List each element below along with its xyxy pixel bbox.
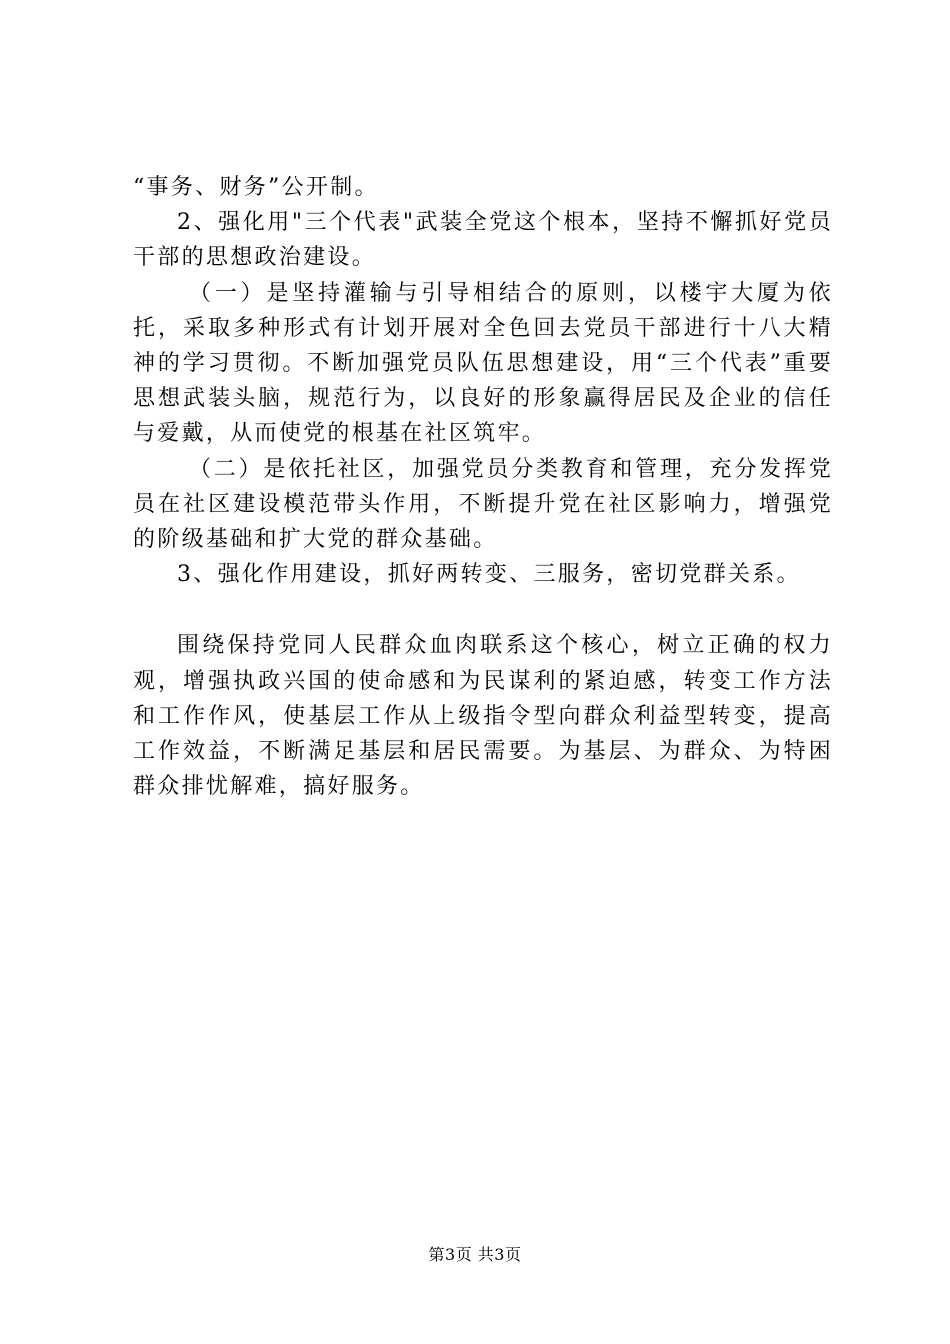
paragraph-section-3-body: 围绕保持党同人民群众血肉联系这个核心，树立正确的权力观，增强执政兴国的使命感和为民谋利的紧迫感，转变工作方法和工作作风，使基层工作从上级指令型向群众利益型转变，提高工作效益，不断满足基层和居民需要。为基层、为群众、为特困群众排忧解难，搞好服务。 bbox=[133, 633, 833, 800]
page-footer: 第3页 共3页 bbox=[428, 1245, 522, 1264]
paragraph-spacer bbox=[133, 592, 833, 628]
document-body bbox=[133, 170, 833, 804]
paragraph-section-3-heading: 3、强化作用建设，抓好两转变、三服务，密切党群关系。 bbox=[177, 562, 801, 588]
paragraph-item-1: （一）是坚持灌输与引导相结合的原则，以楼宇大厦为依托，采取多种形式有计划开展对全色回去党员干部进行十八大精神的学习贯彻。不断加强党员队伍思想建设，用“三个代表”重要思想武装头脑，规范行为，以良好的形象赢得居民及企业的信任与爱戴，从而使党的根基在社区筑牢。 bbox=[133, 280, 833, 447]
paragraph-disclosure-system: “事务、财务”公开制。 bbox=[133, 175, 379, 200]
paragraph-section-2-heading: 2、强化用"三个代表"武装全党这个根本，坚持不懈抓好党员干部的思想政治建设。 bbox=[133, 210, 833, 271]
paragraph-item-2: （二）是依托社区，加强党员分类教育和管理，充分发挥党员在社区建设模范带头作用，不断提升党在社区影响力，增强党的阶级基础和扩大党的群众基础。 bbox=[133, 456, 833, 553]
